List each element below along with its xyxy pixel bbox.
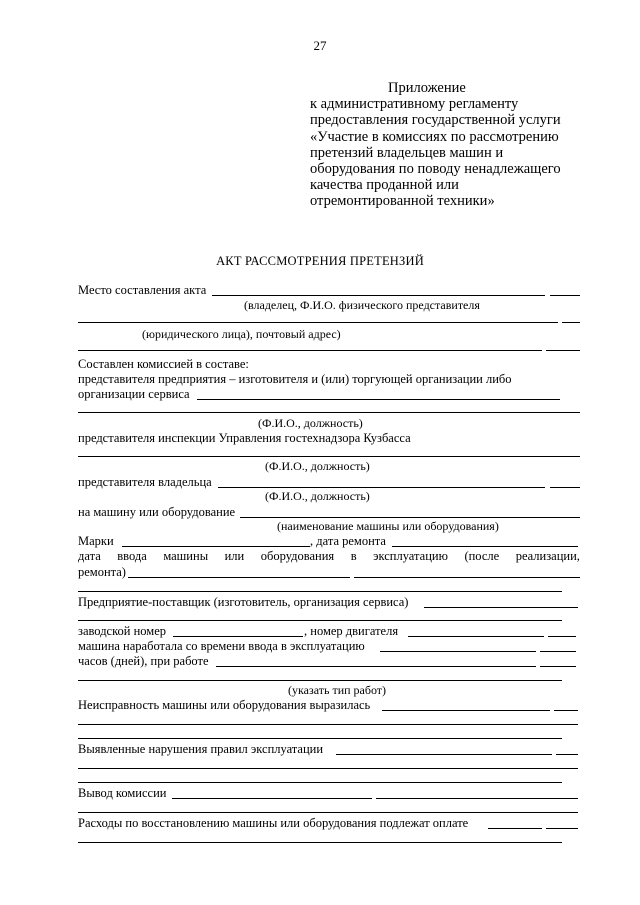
fault-field-line-2 [78,724,578,725]
place-field-line [212,295,545,296]
hours-days-label: часов (дней), при работе [78,654,209,668]
fio-position-note-1: (Ф.И.О., должность) [258,416,363,430]
commission-date-row [78,548,580,564]
commission-date-word: (после [464,549,500,563]
supplier-field-line-2 [78,620,562,621]
serial-field-line [173,636,303,637]
hours-field-line [380,651,536,652]
engine-field-line-end [548,636,576,637]
repair-date-field-line [392,546,578,547]
appendix-line: претензий владельцев машин и [310,144,504,161]
repair-field-line-3 [78,591,562,592]
hours-days-field-line-end [540,666,576,667]
repair-label: ремонта) [78,565,126,579]
repair-field-line [128,577,350,578]
commission-row [78,356,580,372]
appendix-line: качества проданной или [310,177,459,194]
fault-label: Неисправность машины или оборудования выразилась [78,698,371,712]
fault-field-line-3 [78,738,562,739]
service-org-label: организации сервиса [78,387,190,401]
costs-field-line-2 [78,842,562,843]
work-type-field-line [78,680,562,681]
address-field-line-end [546,350,580,351]
brand-field-line [122,546,310,547]
supplier-label: Предприятие-поставщик (изготовитель, организация сервиса) [78,595,409,609]
engine-label: , номер двигателя [304,624,399,638]
owner-note: (владелец, Ф.И.О. физического представителя [244,298,480,312]
violations-label: Выявленные нарушения правил эксплуатации [78,742,324,756]
conclusion-field-line-3 [78,812,578,813]
legal-note: (юридического лица), почтовый адрес) [142,327,341,341]
service-org-field-line-2 [78,412,580,413]
appendix-line: Приложение [388,80,466,96]
repair-field-line-2 [354,577,580,578]
conclusion-field-line-2 [376,798,578,799]
commission-date-word: в [350,549,357,563]
conclusion-label: Вывод комиссии [78,786,167,800]
page-number: 27 [313,38,327,53]
commission-date-word: оборудования [260,549,335,563]
appendix-block [310,80,561,210]
violations-field-line-end [556,754,578,755]
inspection-row [78,430,580,446]
violations-field-line-3 [78,782,562,783]
owner-rep-label: представителя владельца [78,475,212,489]
commission-date-word: эксплуатацию [373,549,448,563]
appendix-line: отремонтированной техники» [310,193,495,210]
manufacturer-row [78,371,580,387]
machine-field-line [240,517,580,518]
fault-field-line [382,710,550,711]
owner-field-line [78,322,558,323]
commission-label: Составлен комиссией в составе: [78,357,249,371]
violations-field-line [336,754,552,755]
costs-field-line [488,828,542,829]
conclusion-field-line [172,798,372,799]
manufacturer-rep-text: представителя предприятия – изготовителя и (или) торгующей организации либо [78,372,512,386]
costs-label: Расходы по восстановлению машины или оборудования подлежат оплате [78,816,469,830]
appendix-line: предоставления государственной услуги [310,112,561,129]
machine-note: (наименование машины или оборудования) [277,519,499,533]
commission-date-word: ввода [117,549,147,563]
machine-label: на машину или оборудование [78,505,236,519]
appendix-line: «Участие в комиссиях по рассмотрению [310,128,559,145]
costs-field-line-end [546,828,578,829]
fault-field-line-end [554,710,578,711]
owner-field-line-end [562,322,580,323]
brand-label: Марки [78,534,114,548]
fio-position-note-3: (Ф.И.О., должность) [265,489,370,503]
work-type-note: (указать тип работ) [288,683,387,697]
address-field-line [78,350,542,351]
fio-position-note-2: (Ф.И.О., должность) [265,459,370,473]
appendix-line: к административному регламенту [310,96,519,113]
document-title: АКТ РАССМОТРЕНИЯ ПРЕТЕНЗИЙ [216,254,424,268]
place-field-line-end [550,295,580,296]
engine-field-line [408,636,544,637]
owner-rep-field-line [218,487,545,488]
commission-date-word: машины [163,549,209,563]
hours-days-field-line [216,666,536,667]
commission-date-word: реализации, [515,549,580,563]
violations-field-line-2 [78,768,578,769]
hours-field-line-end [540,651,576,652]
commission-date-word: или [224,549,245,563]
repair-date-label: , дата ремонта [310,534,386,548]
supplier-field-line [424,607,578,608]
inspection-field-line [78,456,580,457]
serial-label: заводской номер [78,624,167,638]
inspection-rep-text: представителя инспекции Управления гостехнадзора Кузбасса [78,431,411,445]
place-label: Место составления акта [78,283,207,297]
owner-rep-field-line-end [550,487,580,488]
appendix-line: оборудования по поводу ненадлежащего [310,161,561,178]
hours-label: машина наработала со времени ввода в эксплуатацию [78,639,365,653]
commission-date-word: дата [78,549,101,563]
service-org-field-line [197,399,560,400]
